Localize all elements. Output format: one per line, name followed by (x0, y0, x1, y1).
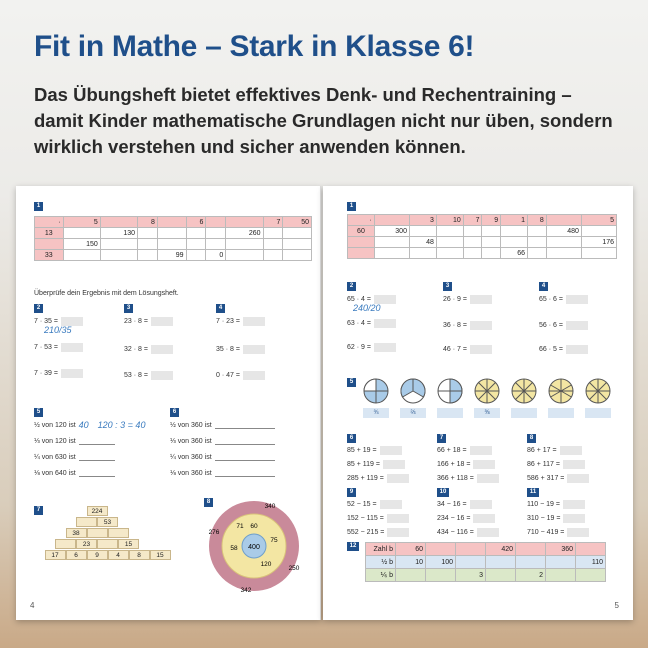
answer-box[interactable] (374, 343, 396, 352)
wheel-inner: 71 (236, 523, 244, 530)
table-cell: 260 (226, 228, 263, 239)
fraction-circles-svg (363, 378, 623, 426)
equation: 65 · 4 = (347, 295, 371, 303)
table-cell[interactable] (409, 248, 436, 259)
equation: 65 · 6 = (539, 295, 563, 303)
answer-box[interactable] (563, 500, 585, 509)
table-cell[interactable] (576, 569, 606, 582)
answer-box[interactable] (151, 345, 173, 354)
answer-box[interactable] (473, 460, 495, 469)
answer-box[interactable] (470, 345, 492, 354)
table-cell[interactable] (436, 237, 463, 248)
pyramid-brick: 17 (45, 550, 66, 560)
answer-box[interactable] (243, 371, 265, 380)
table-cell[interactable] (463, 237, 482, 248)
fraction-box[interactable]: ⅔ (400, 408, 426, 418)
answer-box[interactable] (61, 343, 83, 352)
table-cell[interactable] (426, 543, 456, 556)
answer-box[interactable] (566, 345, 588, 354)
pyramid-brick[interactable] (97, 539, 118, 549)
table-cell: 60 (348, 226, 375, 237)
task-number: 9 (347, 488, 356, 497)
task-6 (347, 434, 409, 485)
fraction-answer-row (363, 408, 611, 418)
task-number: 4 (539, 282, 548, 291)
answer-box[interactable] (380, 500, 402, 509)
handwritten-answer: 40 (78, 420, 89, 430)
table-cell[interactable] (186, 228, 206, 239)
equation: 7 · 39 = (34, 369, 58, 377)
pyramid-brick[interactable] (76, 517, 97, 527)
answer-box[interactable] (567, 474, 589, 483)
fraction-box[interactable] (511, 408, 537, 418)
table-header-cell: · (348, 215, 375, 226)
fraction-box[interactable] (437, 408, 463, 418)
equation: 552 − 215 = (347, 528, 385, 536)
wheel-outer: 342 (240, 587, 252, 594)
table-cell: ½ b (366, 556, 396, 569)
wheel-inner: 120 (260, 561, 272, 568)
table-cell[interactable] (463, 248, 482, 259)
table-cell[interactable] (501, 226, 528, 237)
pyramid-brick[interactable] (55, 539, 76, 549)
answer-line[interactable] (215, 437, 275, 445)
task-10 (437, 488, 499, 539)
answer-box[interactable] (151, 317, 173, 326)
multiplication-table (34, 216, 312, 261)
table-cell[interactable] (206, 239, 226, 250)
equation: 85 + 19 = (347, 446, 377, 454)
table-header-cell[interactable] (546, 215, 581, 226)
answer-box[interactable] (243, 317, 265, 326)
table-cell[interactable] (516, 556, 546, 569)
table-cell[interactable] (35, 239, 64, 250)
answer-line[interactable] (215, 453, 275, 461)
equation: ⅛ von 360 ist (170, 469, 212, 477)
answer-box[interactable] (387, 474, 409, 483)
answer-line[interactable] (215, 469, 275, 477)
equation: 46 · 7 = (443, 345, 467, 353)
answer-line[interactable] (215, 421, 275, 429)
table-header-cell: 8 (138, 217, 158, 228)
answer-box[interactable] (566, 295, 588, 304)
task-4 (539, 282, 588, 357)
table-cell[interactable] (348, 237, 375, 248)
task-5 (34, 408, 145, 481)
table-cell[interactable] (528, 248, 547, 259)
table-header-cell: 9 (482, 215, 501, 226)
table-cell: 66 (501, 248, 528, 259)
task-3 (443, 282, 492, 357)
equation: 0 · 47 = (216, 371, 240, 379)
equation: 7 · 23 = (216, 317, 240, 325)
task-number: 6 (347, 434, 356, 443)
equation: 86 + 17 = (527, 446, 557, 454)
equation: 710 − 419 = (527, 528, 565, 536)
table-cell[interactable] (63, 250, 100, 261)
task-7 (437, 434, 499, 485)
table-cell[interactable] (283, 239, 312, 250)
answer-box[interactable] (566, 321, 588, 330)
task-number: 3 (443, 282, 452, 291)
table-cell[interactable] (546, 569, 576, 582)
table-cell[interactable] (374, 248, 409, 259)
table-header-cell: 7 (263, 217, 283, 228)
table-cell[interactable] (486, 569, 516, 582)
table-cell[interactable] (263, 228, 283, 239)
pyramid-brick: 6 (66, 550, 87, 560)
answer-box[interactable] (387, 514, 409, 523)
equation: 23 · 8 = (124, 317, 148, 325)
table-cell[interactable] (226, 239, 263, 250)
table-cell[interactable] (206, 228, 226, 239)
table-cell: 60 (396, 543, 426, 556)
table-cell[interactable] (374, 237, 409, 248)
equation: ½ von 120 ist (34, 421, 76, 429)
table-cell: 33 (35, 250, 64, 261)
task-number: 7 (34, 506, 43, 515)
answer-box[interactable] (470, 321, 492, 330)
equation: 66 + 18 = (437, 446, 467, 454)
equation: 26 · 9 = (443, 295, 467, 303)
pyramid-brick: 8 (129, 550, 150, 560)
table-header-cell: 10 (436, 215, 463, 226)
handwritten-answer: 120 : 3 = 40 (97, 420, 146, 430)
pyramid-brick[interactable] (108, 528, 129, 538)
table-cell: 130 (100, 228, 137, 239)
wheel-outer: 250 (288, 565, 300, 572)
pyramid-brick: 53 (97, 517, 118, 527)
table-cell[interactable] (283, 250, 312, 261)
table-header-cell: 1 (501, 215, 528, 226)
table-cell[interactable] (581, 248, 616, 259)
table-cell: 420 (486, 543, 516, 556)
table-cell: 176 (581, 237, 616, 248)
table-cell[interactable] (463, 226, 482, 237)
pyramid-brick: 9 (87, 550, 108, 560)
task-number: 1 (34, 202, 43, 211)
equation: 434 − 116 = (437, 528, 474, 536)
table-cell[interactable] (409, 226, 436, 237)
table-cell: 480 (546, 226, 581, 237)
wheel-inner: 60 (250, 523, 258, 530)
answer-box[interactable] (383, 460, 405, 469)
answer-box[interactable] (243, 345, 265, 354)
table-cell[interactable] (482, 237, 501, 248)
equation: 366 + 118 = (437, 474, 474, 482)
table-cell[interactable] (138, 239, 158, 250)
pyramid-row (87, 506, 108, 516)
task-4 (216, 304, 265, 383)
table-cell: 99 (157, 250, 186, 261)
table-cell: Zahl b (366, 543, 396, 556)
table-cell[interactable] (100, 239, 137, 250)
answer-box[interactable] (374, 319, 396, 328)
table-cell[interactable] (486, 556, 516, 569)
equation: 62 · 9 = (347, 343, 371, 351)
answer-box[interactable] (477, 528, 499, 537)
table-header-cell: 7 (463, 215, 482, 226)
table-cell[interactable] (436, 226, 463, 237)
wheel-outer: 276 (208, 529, 220, 536)
wheel-outer: 340 (264, 503, 276, 510)
pyramid-brick[interactable] (87, 528, 108, 538)
fraction-circles (363, 378, 623, 426)
answer-box[interactable] (477, 474, 499, 483)
equation: ⅛ von 640 ist (34, 469, 76, 477)
multiplication-table (347, 214, 617, 259)
table-cell: 10 (396, 556, 426, 569)
task-number: 4 (216, 304, 225, 313)
fraction-table (365, 542, 606, 582)
table-cell[interactable] (63, 228, 100, 239)
answer-box[interactable] (473, 514, 495, 523)
table-header-cell: · (35, 217, 64, 228)
table-cell[interactable] (456, 556, 486, 569)
task-2 (34, 304, 83, 381)
answer-line[interactable] (79, 437, 115, 445)
table-cell[interactable] (528, 226, 547, 237)
table-cell[interactable] (546, 237, 581, 248)
task-9 (347, 488, 409, 539)
table-cell[interactable] (516, 543, 546, 556)
equation: ¼ von 630 ist (34, 453, 76, 461)
equation: 234 − 16 = (437, 514, 471, 522)
table-cell[interactable] (456, 543, 486, 556)
table-cell[interactable] (138, 250, 158, 261)
equation: ¼ von 360 ist (170, 453, 212, 461)
task-2 (347, 282, 396, 355)
pyramid-brick: 15 (118, 539, 139, 549)
pyramid-row (66, 528, 129, 538)
pyramid-brick: 23 (76, 539, 97, 549)
table-cell[interactable] (348, 248, 375, 259)
table-cell[interactable] (283, 228, 312, 239)
page-number: 4 (30, 601, 35, 610)
task-number: 2 (34, 304, 43, 313)
fraction-box[interactable]: ¾ (363, 408, 389, 418)
table-header-cell[interactable] (374, 215, 409, 226)
equation: 34 − 16 = (437, 500, 467, 508)
equation: 285 + 119 = (347, 474, 384, 482)
right-page (323, 186, 633, 620)
table-cell[interactable] (263, 250, 283, 261)
wheel-inner: 75 (270, 537, 278, 544)
left-page (16, 186, 321, 620)
equation: 35 · 8 = (216, 345, 240, 353)
handwritten-answer: 210/35 (44, 325, 72, 335)
pyramid-brick: 224 (87, 506, 108, 516)
table-header-cell: 8 (528, 215, 547, 226)
equation: 85 + 119 = (347, 460, 380, 468)
table-cell[interactable] (157, 239, 186, 250)
table-cell[interactable] (482, 226, 501, 237)
equation: ⅓ von 360 ist (170, 437, 212, 445)
task-number: 1 (347, 202, 356, 211)
fraction-box[interactable] (548, 408, 574, 418)
task-number: 12 (347, 542, 359, 551)
equation: 66 · 5 = (539, 345, 563, 353)
table-cell: 100 (426, 556, 456, 569)
task-number: 7 (437, 434, 446, 443)
subtext: Das Übungsheft bietet effektives Denk- und Rechentraining – damit Kinder mathematische Grundlagen nicht nur üben, sondern wirklich verstehen und sicher anwenden können. (34, 84, 613, 157)
table-cell: 13 (35, 228, 64, 239)
table-cell[interactable] (263, 239, 283, 250)
headline: Fit in Mathe – Stark in Klasse 6! (34, 30, 475, 63)
wheel-center: 400 (248, 544, 260, 551)
table-header-cell[interactable] (157, 217, 186, 228)
table-cell: 0 (206, 250, 226, 261)
pyramid-row (76, 517, 118, 527)
task-number: 5 (347, 378, 356, 387)
table-header-cell: 5 (63, 217, 100, 228)
task-number: 11 (527, 488, 539, 497)
task-number: 8 (527, 434, 536, 443)
equation: 52 − 15 = (347, 500, 377, 508)
table-cell[interactable] (576, 543, 606, 556)
answer-box[interactable] (470, 500, 492, 509)
answer-box[interactable] (380, 446, 402, 455)
equation: 53 · 8 = (124, 371, 148, 379)
table-header-cell: 6 (186, 217, 206, 228)
table-header-cell[interactable] (100, 217, 137, 228)
table-cell: ⅙ b (366, 569, 396, 582)
equation: ⅓ von 120 ist (34, 437, 76, 445)
number-wheel (206, 498, 302, 594)
wheel-inner: 58 (230, 545, 238, 552)
task-number: 8 (204, 498, 213, 507)
equation: 86 + 117 = (527, 460, 560, 468)
answer-line[interactable] (79, 453, 115, 461)
table-cell[interactable] (186, 250, 206, 261)
table-cell: 3 (456, 569, 486, 582)
answer-box[interactable] (61, 369, 83, 378)
task-6 (170, 408, 275, 481)
equation: 310 − 19 = (527, 514, 561, 522)
pyramid-row (55, 539, 139, 549)
pyramid-row (45, 550, 171, 560)
equation: 110 − 19 = (527, 500, 560, 508)
answer-box[interactable] (387, 528, 409, 537)
task-number: 2 (347, 282, 356, 291)
equation: 32 · 8 = (124, 345, 148, 353)
answer-box[interactable] (151, 371, 173, 380)
equation: 7 · 53 = (34, 343, 58, 351)
pyramid-brick: 4 (108, 550, 129, 560)
equation: 56 · 6 = (539, 321, 563, 329)
table-cell: 2 (516, 569, 546, 582)
answer-line[interactable] (79, 469, 115, 477)
answer-box[interactable] (470, 446, 492, 455)
task-number: 6 (170, 408, 179, 417)
table-cell[interactable] (138, 228, 158, 239)
table-cell[interactable] (482, 248, 501, 259)
equation: 36 · 8 = (443, 321, 467, 329)
answer-box[interactable] (470, 295, 492, 304)
task-number: 3 (124, 304, 133, 313)
answer-box[interactable] (563, 514, 585, 523)
equation: 7 · 35 = (34, 317, 58, 325)
table-header-cell[interactable] (226, 217, 263, 228)
task-number: 5 (34, 408, 43, 417)
table-cell[interactable] (426, 569, 456, 582)
equation: 63 · 4 = (347, 319, 371, 327)
table-cell[interactable] (436, 248, 463, 259)
table-cell[interactable] (396, 569, 426, 582)
table-cell[interactable] (157, 228, 186, 239)
table-cell: 48 (409, 237, 436, 248)
table-cell: 360 (546, 543, 576, 556)
equation: ½ von 360 ist (170, 421, 212, 429)
answer-box[interactable] (560, 446, 582, 455)
fraction-box[interactable]: ⅜ (474, 408, 500, 418)
pyramid-brick: 38 (66, 528, 87, 538)
page-number: 5 (614, 601, 619, 610)
task-8 (527, 434, 589, 485)
equation: 152 − 115 = (347, 514, 384, 522)
table-cell: 110 (576, 556, 606, 569)
table-header-cell: 3 (409, 215, 436, 226)
table-cell[interactable] (546, 556, 576, 569)
table-header-cell: 50 (283, 217, 312, 228)
equation: 586 + 317 = (527, 474, 565, 482)
task-number: 10 (437, 488, 449, 497)
task-3 (124, 304, 173, 383)
handwritten-answer: 240/20 (353, 303, 381, 313)
fraction-box[interactable] (585, 408, 611, 418)
table-cell: 150 (63, 239, 100, 250)
pyramid-brick: 15 (150, 550, 171, 560)
table-cell[interactable] (226, 250, 263, 261)
check-text: Überprüfe dein Ergebnis mit dem Lösungsheft. (34, 290, 179, 297)
answer-box[interactable] (563, 460, 585, 469)
table-cell[interactable] (581, 226, 616, 237)
task-11 (527, 488, 589, 539)
table-cell[interactable] (546, 248, 581, 259)
table-header-cell: 5 (581, 215, 616, 226)
equation: 166 + 18 = (437, 460, 471, 468)
answer-box[interactable] (567, 528, 589, 537)
table-cell[interactable] (501, 237, 528, 248)
table-cell[interactable] (186, 239, 206, 250)
table-cell[interactable] (528, 237, 547, 248)
table-cell: 300 (374, 226, 409, 237)
table-cell[interactable] (100, 250, 137, 261)
table-header-cell[interactable] (206, 217, 226, 228)
